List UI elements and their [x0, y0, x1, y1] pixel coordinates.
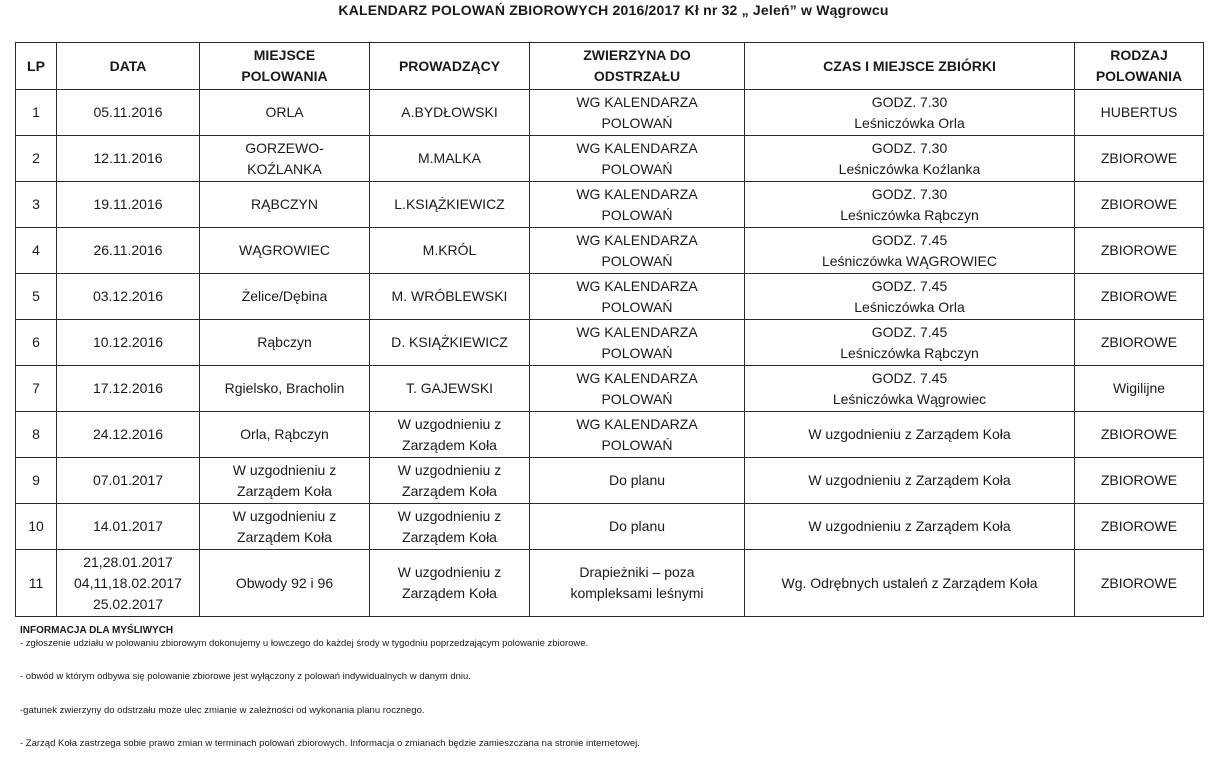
cell-leader: W uzgodnieniu z Zarządem Koła	[370, 458, 530, 504]
cell-type: ZBIOROWE	[1075, 504, 1204, 550]
cell-lp: 8	[16, 412, 57, 458]
cell-date: 10.12.2016	[57, 320, 200, 366]
cell-leader: W uzgodnieniu z Zarządem Koła	[370, 504, 530, 550]
header-rodzaj: RODZAJ POLOWANIA	[1075, 43, 1204, 90]
header-czas-miejsce: CZAS I MIEJSCE ZBIÓRKI	[745, 43, 1075, 90]
header-zwierzyna: ZWIERZYNA DO ODSTRZAŁU	[530, 43, 745, 90]
info-note: -gatunek zwierzyny do odstrzału może ulec zmianie w zależności od wykonania planu rocznego.	[20, 705, 425, 716]
table-row	[16, 458, 1204, 504]
cell-place: Rąbczyn	[200, 320, 370, 366]
table-header-row	[16, 43, 1204, 90]
cell-game: WG KALENDARZA POLOWAŃ	[530, 136, 745, 182]
document-title: KALENDARZ POLOWAŃ ZBIOROWYCH 2016/2017 Kł nr 32 „ Jeleń” w Wągrowcu	[338, 2, 889, 18]
cell-type: ZBIOROWE	[1075, 228, 1204, 274]
cell-lp: 5	[16, 274, 57, 320]
table-row	[16, 320, 1204, 366]
cell-place: WĄGROWIEC	[200, 228, 370, 274]
header-data: DATA	[57, 43, 200, 90]
cell-leader: W uzgodnieniu z Zarządem Koła	[370, 550, 530, 617]
cell-game: WG KALENDARZA POLOWAŃ	[530, 274, 745, 320]
cell-type: Wigilijne	[1075, 366, 1204, 412]
cell-leader: T. GAJEWSKI	[370, 366, 530, 412]
cell-meeting: GODZ. 7.30 Leśniczówka Rąbczyn	[745, 182, 1075, 228]
cell-place: ORLA	[200, 90, 370, 136]
cell-lp: 4	[16, 228, 57, 274]
cell-leader: M.MALKA	[370, 136, 530, 182]
cell-lp: 11	[16, 550, 57, 617]
cell-type: ZBIOROWE	[1075, 550, 1204, 617]
cell-place: Rgielsko, Bracholin	[200, 366, 370, 412]
cell-type: ZBIOROWE	[1075, 274, 1204, 320]
table-row	[16, 274, 1204, 320]
cell-lp: 3	[16, 182, 57, 228]
cell-meeting: W uzgodnieniu z Zarządem Koła	[745, 412, 1075, 458]
cell-leader: M. WRÓBLEWSKI	[370, 274, 530, 320]
cell-date: 26.11.2016	[57, 228, 200, 274]
info-note: - zgłoszenie udziału w polowaniu zbiorowym dokonujemy u łowczego do każdej środy w tygodniu poprzedzającym polowanie zbiorowe.	[20, 638, 589, 649]
cell-lp: 6	[16, 320, 57, 366]
cell-game: WG KALENDARZA POLOWAŃ	[530, 366, 745, 412]
cell-date: 24.12.2016	[57, 412, 200, 458]
cell-game: WG KALENDARZA POLOWAŃ	[530, 320, 745, 366]
cell-place: RĄBCZYN	[200, 182, 370, 228]
cell-lp: 9	[16, 458, 57, 504]
cell-date: 17.12.2016	[57, 366, 200, 412]
cell-date: 07.01.2017	[57, 458, 200, 504]
cell-game: WG KALENDARZA POLOWAŃ	[530, 90, 745, 136]
cell-date: 03.12.2016	[57, 274, 200, 320]
cell-type: ZBIOROWE	[1075, 136, 1204, 182]
header-miejsce: MIEJSCE POLOWANIA	[200, 43, 370, 90]
cell-leader: D. KSIĄŻKIEWICZ	[370, 320, 530, 366]
cell-game: Do planu	[530, 504, 745, 550]
cell-place: Obwody 92 i 96	[200, 550, 370, 617]
table-row	[16, 136, 1204, 182]
cell-date: 21,28.01.2017 04,11,18.02.2017 25.02.2017	[57, 550, 200, 617]
cell-place: GORZEWO- KOŹLANKA	[200, 136, 370, 182]
table-row	[16, 366, 1204, 412]
table-row	[16, 504, 1204, 550]
cell-place: Orla, Rąbczyn	[200, 412, 370, 458]
table-row	[16, 550, 1204, 617]
header-prowadzacy: PROWADZĄCY	[370, 43, 530, 90]
cell-lp: 10	[16, 504, 57, 550]
cell-type: ZBIOROWE	[1075, 458, 1204, 504]
cell-lp: 7	[16, 366, 57, 412]
cell-leader: L.KSIĄŻKIEWICZ	[370, 182, 530, 228]
cell-lp: 1	[16, 90, 57, 136]
cell-meeting: GODZ. 7.45 Leśniczówka Orla	[745, 274, 1075, 320]
cell-meeting: W uzgodnieniu z Zarządem Koła	[745, 504, 1075, 550]
hunting-calendar-table	[15, 42, 1204, 617]
table-row	[16, 412, 1204, 458]
cell-leader: M.KRÓL	[370, 228, 530, 274]
cell-leader: W uzgodnieniu z Zarządem Koła	[370, 412, 530, 458]
cell-meeting: GODZ. 7.45 Leśniczówka Wągrowiec	[745, 366, 1075, 412]
cell-type: ZBIOROWE	[1075, 412, 1204, 458]
cell-type: HUBERTUS	[1075, 90, 1204, 136]
cell-date: 05.11.2016	[57, 90, 200, 136]
cell-game: Drapieżniki – poza kompleksami leśnymi	[530, 550, 745, 617]
cell-game: WG KALENDARZA POLOWAŃ	[530, 182, 745, 228]
cell-meeting: GODZ. 7.30 Leśniczówka Orla	[745, 90, 1075, 136]
cell-meeting: W uzgodnieniu z Zarządem Koła	[745, 458, 1075, 504]
cell-place: Żelice/Dębina	[200, 274, 370, 320]
hunter-info-section	[20, 625, 1210, 749]
table-row	[16, 182, 1204, 228]
cell-date: 12.11.2016	[57, 136, 200, 182]
cell-type: ZBIOROWE	[1075, 182, 1204, 228]
cell-game: WG KALENDARZA POLOWAŃ	[530, 412, 745, 458]
cell-place: W uzgodnieniu z Zarządem Koła	[200, 504, 370, 550]
header-lp: LP	[16, 43, 57, 90]
cell-meeting: GODZ. 7.45 Leśniczówka Rąbczyn	[745, 320, 1075, 366]
table-row	[16, 90, 1204, 136]
cell-leader: A.BYDŁOWSKI	[370, 90, 530, 136]
cell-meeting: GODZ. 7.30 Leśniczówka Koźlanka	[745, 136, 1075, 182]
cell-meeting: GODZ. 7.45 Leśniczówka WĄGROWIEC	[745, 228, 1075, 274]
cell-lp: 2	[16, 136, 57, 182]
cell-place: W uzgodnieniu z Zarządem Koła	[200, 458, 370, 504]
info-note: - Zarząd Koła zastrzega sobie prawo zmian w terminach polowań zbiorowych. Informacja o zmianach będzie zamieszczana na stronie internetowej.	[20, 738, 640, 749]
info-note: - obwód w którym odbywa się polowanie zbiorowe jest wyłączony z polowań indywidualnych w danym dniu.	[20, 671, 471, 682]
cell-game: WG KALENDARZA POLOWAŃ	[530, 228, 745, 274]
cell-meeting: Wg. Odrębnych ustaleń z Zarządem Koła	[745, 550, 1075, 617]
cell-type: ZBIOROWE	[1075, 320, 1204, 366]
info-heading: INFORMACJA DLA MYŚLIWYCH	[20, 625, 174, 636]
cell-date: 19.11.2016	[57, 182, 200, 228]
cell-game: Do planu	[530, 458, 745, 504]
cell-date: 14.01.2017	[57, 504, 200, 550]
table-row	[16, 228, 1204, 274]
